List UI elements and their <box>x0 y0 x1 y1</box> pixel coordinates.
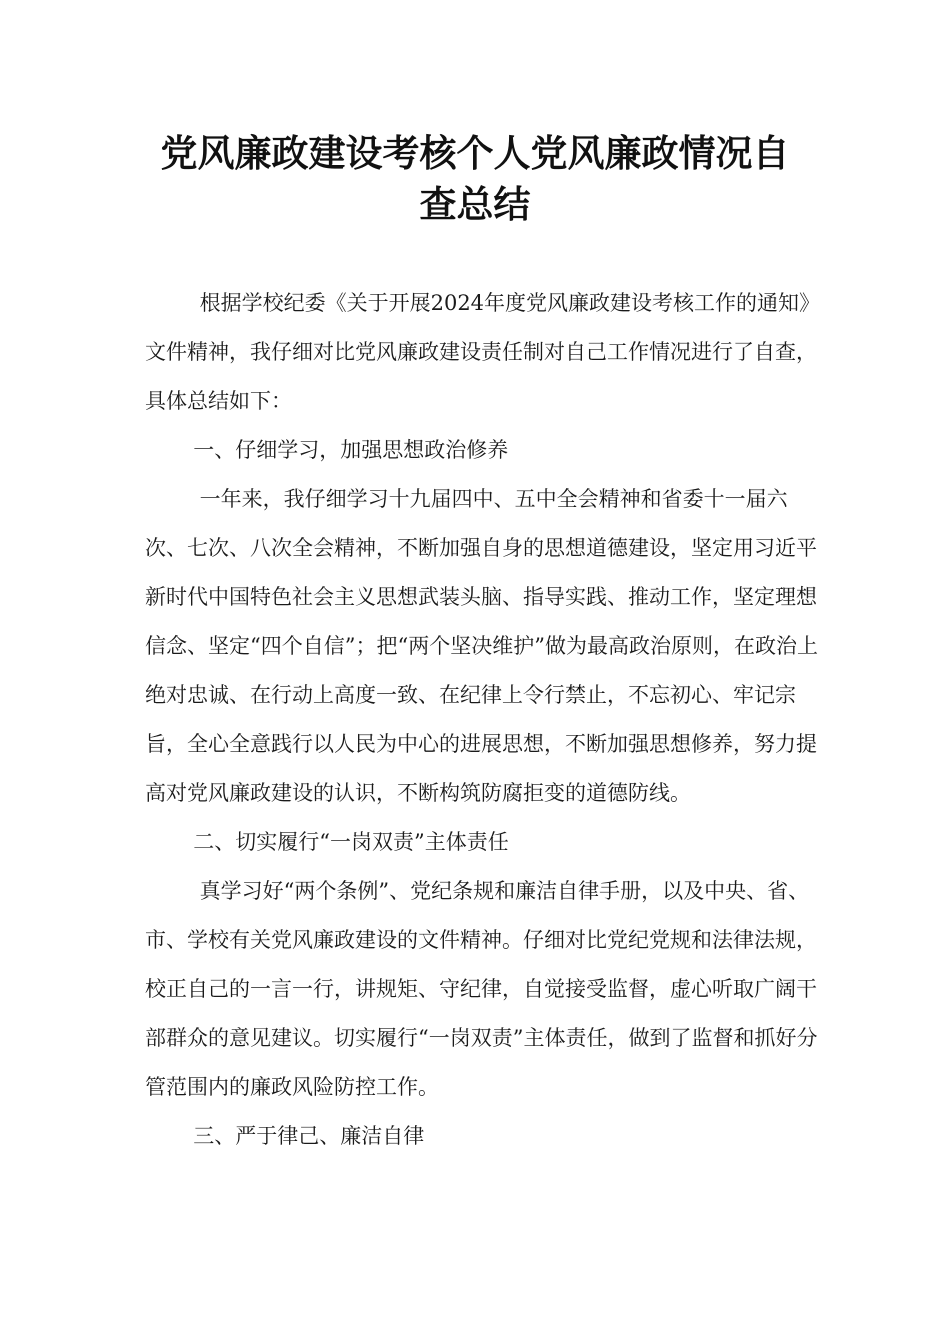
section-1-paragraph: 一年来，我仔细学习十九届四中、五中全会精神和省委十一届六次、七次、八次全会精神，不断加强自身的思想道德建设，坚定用习近平新时代中国特色社会主义思想武装头脑、指导实践、推动工作，坚定理想信念、坚定“四个自信”；把“两个坚决维护”做为最高政治原则，在政治上绝对忠诚、在行动上高度一致、在纪律上令行禁止，不忘初心、牢记宗旨，全心全意践行以人民为中心的进展思想，不断加强思想修养，努力提高对党风廉政建设的认识，不断构筑防腐拒变的道德防线。 <box>145 487 818 805</box>
section-2-paragraph: 真学习好“两个条例”、党纪条规和廉洁自律手册，以及中央、省、市、学校有关党风廉政建设的文件精神。仔细对比党纪党规和法律法规，校正自己的一言一行，讲规矩、守纪律，自觉接受监督，虚心听取广阔干部群众的意见建议。切实履行“一岗双责”主体责任，做到了监督和抓好分管范围内的廉政风险防控工作。 <box>145 879 818 1099</box>
document-title <box>130 128 820 230</box>
document-body <box>145 279 825 1161</box>
section-1-heading: 一、仔细学习，加强思想政治修养 <box>193 438 509 462</box>
title-line-2: 查总结 <box>419 183 531 226</box>
section-2-heading: 二、切实履行“一岗双责”主体责任 <box>193 830 509 854</box>
section-3-heading: 三、严于律己、廉洁自律 <box>193 1124 425 1148</box>
title-line-1: 党风廉政建设考核个人党风廉政情况自 <box>160 132 790 175</box>
intro-paragraph: 根据学校纪委《关于开展2024年度党风廉政建设考核工作的通知》文件精神，我仔细对比党风廉政建设责任制对自己工作情况进行了自查，具体总结如下： <box>145 291 821 413</box>
